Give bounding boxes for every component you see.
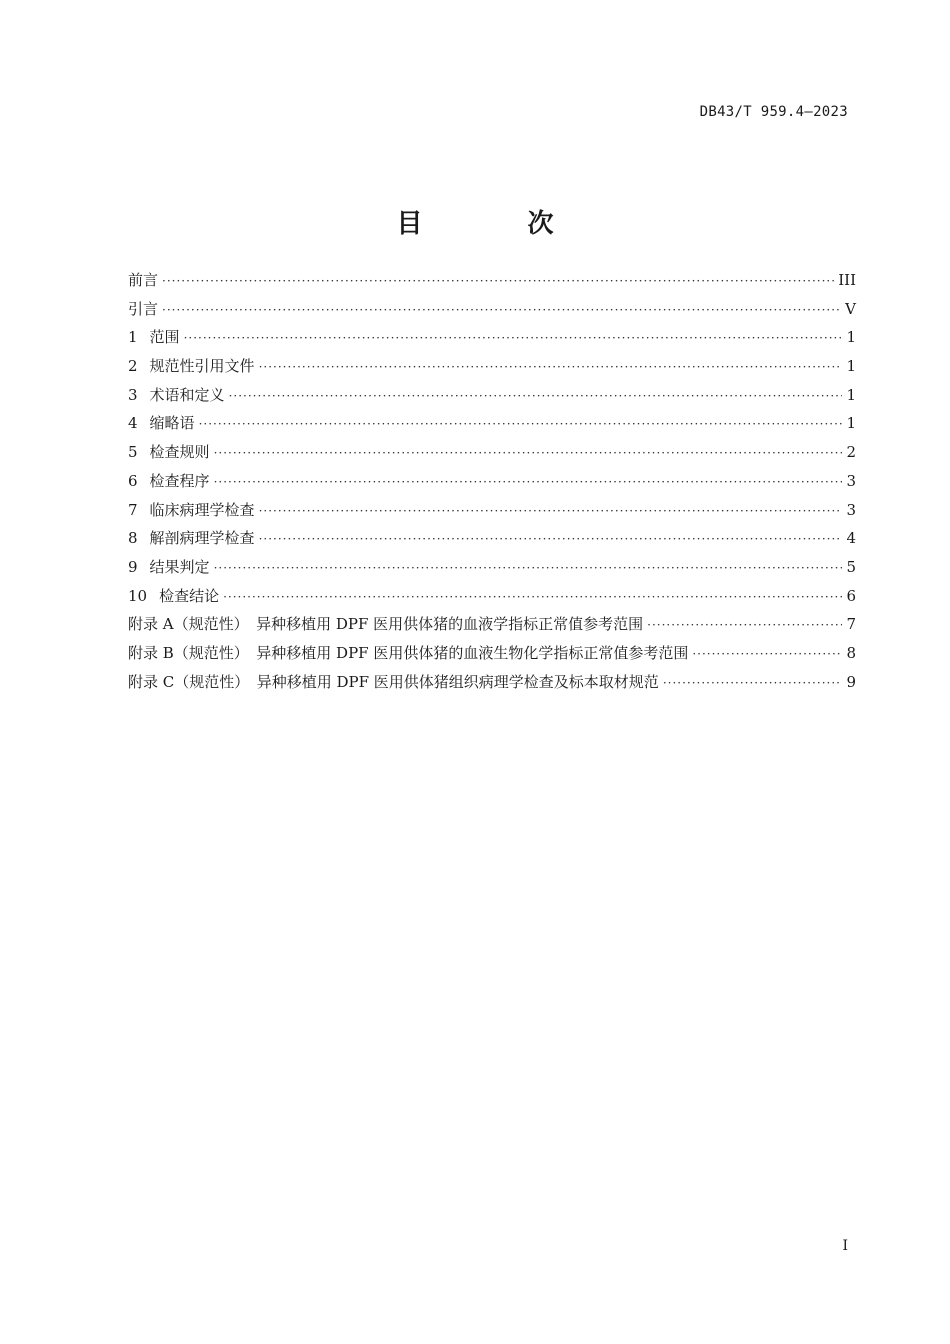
toc-entry[interactable]: [128, 295, 856, 324]
toc-leader-dots: [162, 296, 841, 325]
toc-entry[interactable]: [128, 496, 856, 525]
toc-entry-label: 附录 B（规范性） 异种移植用 DPF 医用供体猪的血液生物化学指标正常值参考范围: [128, 643, 689, 662]
toc-entry-label: 引言: [128, 299, 159, 318]
toc-leader-dots: [162, 267, 834, 296]
toc-entry-number: 7: [128, 500, 138, 519]
toc-entry[interactable]: [128, 438, 856, 467]
doc-code: DB43/T 959.4—2023: [699, 104, 848, 120]
toc-leader-dots: [663, 669, 842, 698]
toc-entry-label: 检查结论: [159, 586, 220, 605]
toc-entry[interactable]: [128, 467, 856, 496]
toc-entry-number: 9: [128, 557, 138, 576]
page-number: I: [842, 1238, 848, 1254]
toc-entry-label: 术语和定义: [149, 385, 225, 404]
toc-entry-label: 前言: [128, 271, 159, 289]
toc-entry-page: 9: [846, 672, 856, 691]
toc-leader-dots: [214, 554, 842, 583]
toc-entry-label: 解剖病理学检查: [149, 529, 255, 548]
page-title: 目 次: [396, 209, 602, 240]
toc-leader-dots: [259, 525, 842, 554]
toc-entry-number: 5: [128, 443, 138, 462]
toc-leader-dots: [199, 410, 842, 439]
toc-entry-number: 3: [128, 385, 138, 404]
toc-entry-page: 8: [846, 643, 856, 662]
toc-leader-dots: [184, 324, 842, 353]
toc-entry-label: 缩略语: [149, 414, 195, 433]
toc-entry-page: 5: [846, 557, 856, 576]
toc-entry-label: 检查规则: [149, 443, 210, 462]
toc-entry[interactable]: [128, 266, 856, 295]
toc-entry-label: 结果判定: [149, 557, 210, 576]
toc-leader-dots: [223, 583, 842, 612]
toc-entry-number: 8: [128, 529, 138, 548]
toc-leader-dots: [214, 439, 842, 468]
toc-entry-label: 范围: [149, 328, 180, 347]
toc-entry[interactable]: [128, 409, 856, 438]
toc-entry-number: 6: [128, 471, 138, 490]
toc-entry-page: 7: [846, 615, 856, 634]
toc-leader-dots: [692, 640, 842, 669]
toc-entry-page: 1: [846, 357, 856, 376]
toc-entry[interactable]: [128, 668, 856, 697]
toc-entry-label: 附录 C（规范性） 异种移植用 DPF 医用供体猪组织病理学检查及标本取材规范: [128, 672, 659, 691]
toc-entry[interactable]: [128, 582, 856, 611]
toc-entry[interactable]: [128, 610, 856, 639]
toc-leader-dots: [259, 497, 842, 526]
toc-leader-dots: [259, 353, 842, 382]
toc-entry-label: 临床病理学检查: [149, 500, 255, 519]
toc-entry-label: 检查程序: [149, 471, 210, 490]
toc-entry-page: 6: [846, 586, 856, 605]
toc-entry-page: 1: [846, 414, 856, 433]
toc-entry[interactable]: [128, 381, 856, 410]
toc-entry[interactable]: [128, 524, 856, 553]
toc-entry-page: 4: [846, 529, 856, 548]
toc-entry-page: III: [838, 271, 856, 289]
toc-leader-dots: [229, 382, 842, 411]
toc-entry-page: 3: [846, 471, 856, 490]
toc-entry-page: 1: [846, 328, 856, 347]
toc-entry[interactable]: [128, 553, 856, 582]
toc-entry-number: 2: [128, 357, 138, 376]
toc-entry[interactable]: [128, 323, 856, 352]
toc-entry-page: 3: [846, 500, 856, 519]
toc-entry-label: 规范性引用文件: [149, 357, 255, 376]
toc-entry-number: 4: [128, 414, 138, 433]
toc-entry-number: 1: [128, 328, 138, 347]
toc-entry-number: 10: [128, 586, 148, 605]
toc-entry[interactable]: [128, 352, 856, 381]
toc-leader-dots: [214, 468, 842, 497]
toc-entry[interactable]: [128, 639, 856, 668]
toc-entry-label: 附录 A（规范性） 异种移植用 DPF 医用供体猪的血液学指标正常值参考范围: [128, 615, 644, 634]
toc-entry-page: V: [845, 299, 856, 318]
toc-entry-page: 2: [846, 443, 856, 462]
toc-leader-dots: [647, 611, 842, 640]
toc-entry-page: 1: [846, 385, 856, 404]
table-of-contents: [128, 266, 856, 696]
